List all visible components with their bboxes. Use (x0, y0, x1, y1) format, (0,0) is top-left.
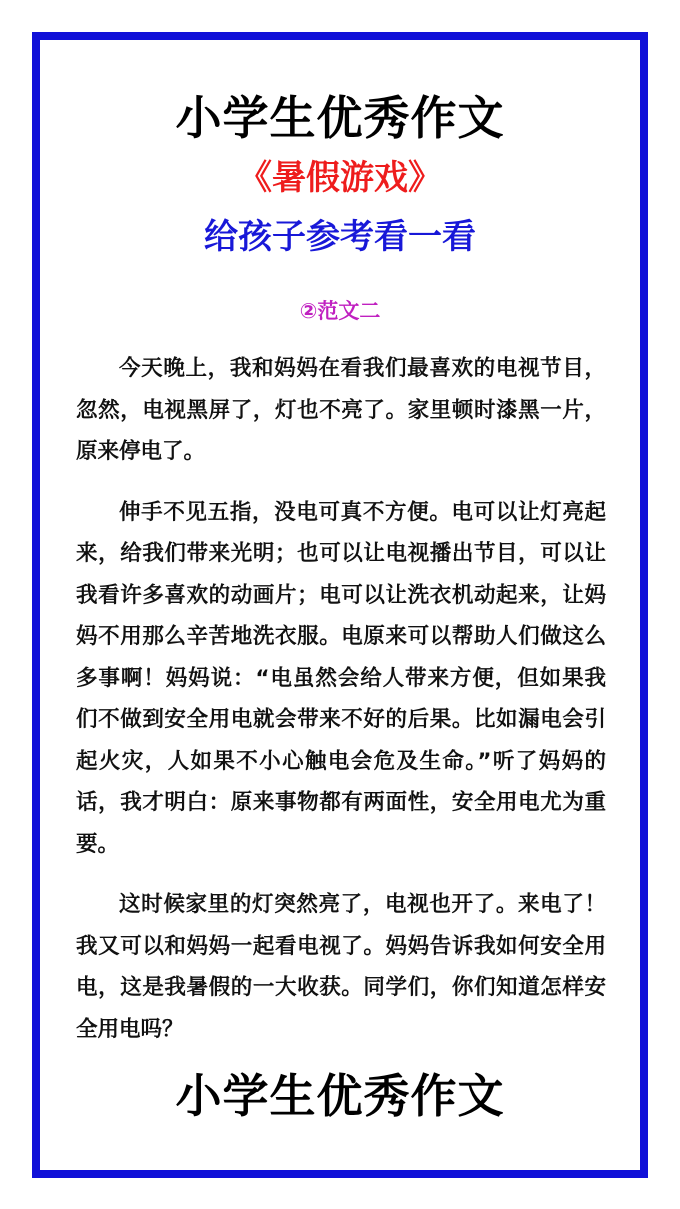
essay-paragraph: 今天晚上，我和妈妈在看我们最喜欢的电视节目，忽然，电视黑屏了，灯也不亮了。家里顿时漆黑一片，原来停电了。 (76, 356, 606, 464)
section-label: ②范文二 (299, 299, 381, 323)
essay-title: 《暑假游戏》 (238, 158, 442, 198)
page-title: 小学生优秀作文 (175, 91, 505, 145)
essay-paragraph: 伸手不见五指，没电可真不方便。电可以让灯亮起来，给我们带来光明；也可以让电视播出节目，可以让我看许多喜欢的动画片；电可以让洗衣机动起来，让妈妈不用那么辛苦地洗衣服。电原来可以帮助人们做这么多事啊！妈妈说：“电虽然会给人带来方便，但如果我们不做到安全用电就会带来不好的后果。比如漏电会引起火灾，人如果不小心触电会危及生命。”听了妈妈的话，我才明白：原来事物都有两面性，安全用电尤为重要。 (76, 499, 606, 857)
tagline: 给孩子参考看一看 (204, 217, 476, 257)
page-frame (32, 32, 648, 1178)
footer-title: 小学生优秀作文 (175, 1069, 505, 1123)
essay-body (76, 348, 606, 1069)
essay-paragraph: 这时候家里的灯突然亮了，电视也开了。来电了！我又可以和妈妈一起看电视了。妈妈告诉我如何安全用电，这是我暑假的一大收获。同学们，你们知道怎样安全用电吗？ (76, 892, 606, 1042)
